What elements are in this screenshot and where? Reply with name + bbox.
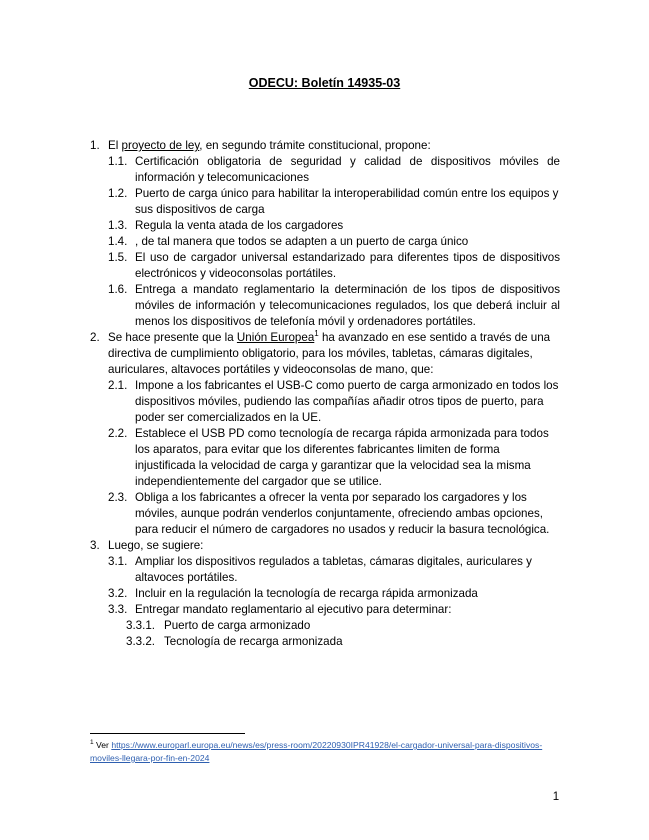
list-number: 3.3.1. xyxy=(126,619,156,632)
list-item-1-4 xyxy=(90,234,560,250)
list-text: Obliga a los fabricantes a ofrecer la venta por separado los cargadores y los móviles, aunque podrán venderlos conjuntamente, ofreciendo ambas opciones, para reducir el número de cargadores no usados y reducir la basura tecnológica. xyxy=(135,491,550,536)
list-number: 1.1. xyxy=(108,155,128,168)
list-item-1 xyxy=(90,138,560,154)
list-item-1-5 xyxy=(90,250,560,282)
list-text: Establece el USB PD como tecnología de recarga rápida armonizada para todos los aparatos, para evitar que los diferentes fabricantes limiten de forma injustificada la velocidad de carga y garantizar que la velocidad sea la misma independientemente del cargador que se utilice. xyxy=(135,427,549,488)
footnote-ref[interactable]: 1 xyxy=(314,329,319,339)
text-fragment: , en segundo trámite constitucional, propone: xyxy=(199,139,431,152)
list-text: Impone a los fabricantes el USB-C como puerto de carga armonizado en todos los dispositivos móviles, pudiendo las compañías añadir otros tipos de puerto, para poder ser comercializados en la UE. xyxy=(135,379,559,424)
list-text: Regula la venta atada de los cargadores xyxy=(135,219,344,232)
list-text: Puerto de carga armonizado xyxy=(164,619,311,632)
union-europea-link[interactable]: Unión Europea xyxy=(236,331,315,344)
list-number: 3.3.2. xyxy=(126,635,156,648)
list-item-2-2 xyxy=(90,426,560,490)
list-text: , de tal manera que todos se adapten a un puerto de carga único xyxy=(135,235,469,248)
list-item-1-2 xyxy=(90,186,560,218)
list-text: Entrega a mandato reglamentario la determinación de los tipos de dispositivos móviles de información y telecomunicaciones regulados, los que deberá incluir al menos los dispositivos de telefonía móvil y ordenadores portátiles. xyxy=(135,283,560,328)
list-item-3-3-2 xyxy=(90,634,560,650)
footnote-label: Ver xyxy=(96,740,109,750)
list-text: El uso de cargador universal estandarizado para diferentes tipos de dispositivos electrónicos y videoconsolas portátiles. xyxy=(135,251,560,280)
list-number: 2. xyxy=(90,331,100,344)
list-number: 3.3. xyxy=(108,603,128,616)
list-text: Luego, se sugiere: xyxy=(108,539,204,552)
footnote xyxy=(90,739,560,765)
list-number: 3. xyxy=(90,539,100,552)
list-text: Puerto de carga único para habilitar la interoperabilidad común entre los equipos y sus dispositivos de carga xyxy=(135,187,559,216)
footnote-separator xyxy=(90,733,245,734)
list-item-2-1 xyxy=(90,378,560,426)
list-number: 1.6. xyxy=(108,283,128,296)
list-text: Entregar mandato reglamentario al ejecutivo para determinar: xyxy=(135,603,452,616)
list-item-1-1 xyxy=(90,154,560,186)
list-number: 1.5. xyxy=(108,251,128,264)
list-number: 3.1. xyxy=(108,555,128,568)
list-item-2-3 xyxy=(90,490,560,538)
footnote-marker: 1 xyxy=(90,739,94,747)
list-item-3 xyxy=(90,538,560,554)
list-item-3-1 xyxy=(90,554,560,586)
document-title: ODECU: Boletín 14935-03 xyxy=(248,76,401,90)
footnote-link[interactable]: https://www.europarl.europa.eu/news/es/press-room/20220930IPR41928/el-cargador-universal-para-dispositivos-moviles-llegara-por-fin-en-2024 xyxy=(90,740,543,763)
list-number: 2.3. xyxy=(108,491,128,504)
page-number: 1 xyxy=(552,791,560,803)
list-item-3-3 xyxy=(90,602,560,618)
text-fragment: ha avanzado en ese sentido a través de una directiva de cumplimiento obligatorio, para los móviles, tabletas, cámaras digitales, auriculares, altavoces portátiles y videoconsolas de mano, que: xyxy=(108,331,551,376)
text-fragment: El xyxy=(108,139,122,152)
list-item-2 xyxy=(90,330,560,378)
list-number: 2.1. xyxy=(108,379,128,392)
text-fragment: Se hace presente que la xyxy=(108,331,237,344)
list-item-3-2 xyxy=(90,586,560,602)
list-number: 1.2. xyxy=(108,187,128,200)
list-number: 1.3. xyxy=(108,219,128,232)
proyecto-de-ley-link[interactable]: proyecto de ley xyxy=(121,139,200,152)
list-item-3-3-1 xyxy=(90,618,560,634)
list-number: 1. xyxy=(90,139,100,152)
list-text: Incluir en la regulación la tecnología de recarga rápida armonizada xyxy=(135,587,478,600)
document-body xyxy=(90,138,560,650)
list-text: Tecnología de recarga armonizada xyxy=(164,635,343,648)
list-item-1-3 xyxy=(90,218,560,234)
list-item-1-6 xyxy=(90,282,560,330)
list-number: 3.2. xyxy=(108,587,128,600)
list-text: Ampliar los dispositivos regulados a tabletas, cámaras digitales, auriculares y altavoces portátiles. xyxy=(135,555,532,584)
list-number: 2.2. xyxy=(108,427,128,440)
list-number: 1.4. xyxy=(108,235,128,248)
list-text: Certificación obligatoria de seguridad y calidad de dispositivos móviles de información y telecomunicaciones xyxy=(135,155,560,184)
